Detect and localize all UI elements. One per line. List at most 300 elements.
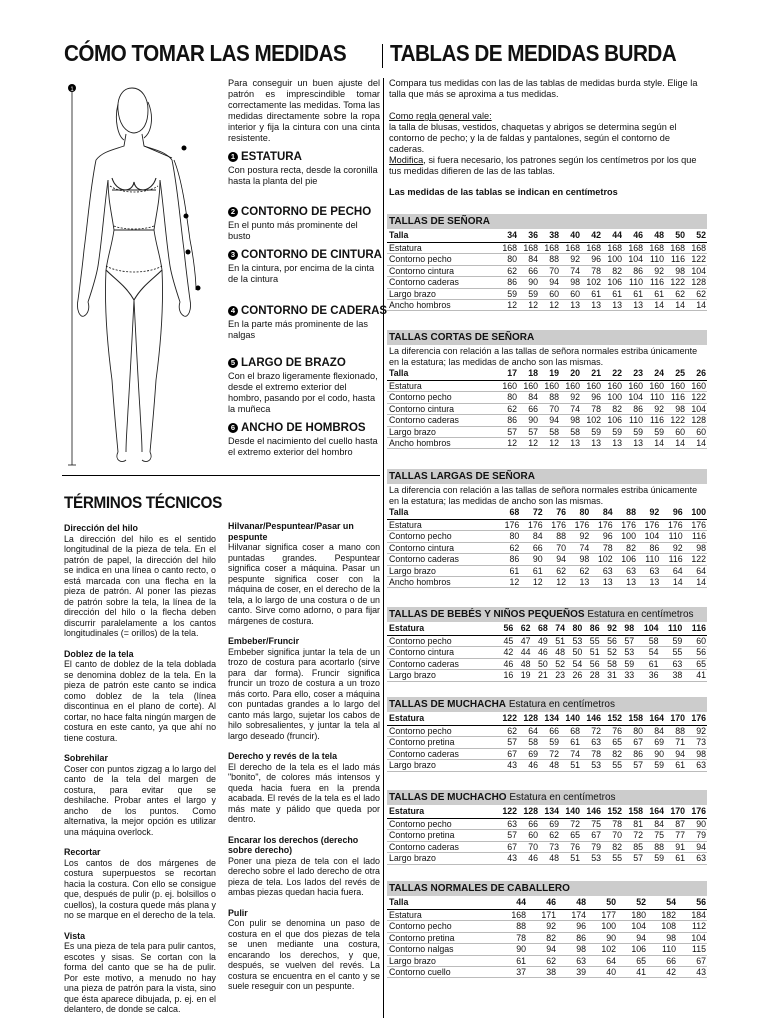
table-header-size: 72 [520,506,543,520]
table-row [387,726,707,737]
measure-intro: Para conseguir un buen ajuste del patrón es imprescindible tomar correctamente las medidas. Toma las medidas directamente sobre la ropa interior y fija la cintura con una cinta resistente. [228,78,381,143]
table-header-label: Estatura [387,622,497,636]
table-cell: 38 [660,670,684,681]
row-label: Contorno cintura [387,265,497,276]
table-cell: 128 [686,415,707,426]
table-cell: 74 [560,403,581,414]
size-table [387,229,707,311]
table-header-size: 134 [539,712,560,726]
table-cell: 58 [539,426,560,437]
table-cell: 52 [549,658,566,669]
general-rule-text: la talla de blusas, vestidos, chaquetas y abrigos se determina según el contorno de pecho; y la de faldas y pantalones, según el contorno de caderas. [389,122,677,154]
table-cell: 180 [617,910,647,921]
table-row [387,737,707,748]
term-heading: Dirección del hilo [64,523,138,533]
table-cell: 51 [560,760,581,771]
table-cell: 60 [518,830,539,841]
table-header-size: 21 [581,367,602,381]
measure-text: En el punto más prominente del busto [228,220,358,241]
table-cell: 66 [539,726,560,737]
table-cell: 21 [532,670,549,681]
table-header-size: 48 [557,896,587,910]
table-cell: 60 [560,288,581,299]
table-header-size: 25 [665,367,686,381]
table-cell: 41 [617,967,647,978]
table-cell: 116 [660,554,683,565]
table-cell: 122 [665,277,686,288]
table-cell: 54 [635,647,659,658]
table-cell: 59 [623,426,644,437]
table-header-size: 38 [539,229,560,243]
table-cell: 63 [686,853,707,864]
table-cell: 176 [497,520,520,531]
table-row [387,542,707,553]
table-cell: 62 [544,565,567,576]
table-cell: 94 [527,944,557,955]
table-cell: 45 [497,636,514,647]
table-title: TALLAS DE SEÑORA [389,216,490,227]
table-cell: 75 [644,830,665,841]
table-cell: 66 [518,819,539,830]
body-figure [62,80,222,470]
table-cell: 66 [520,542,543,553]
table-cell: 96 [581,254,602,265]
table-cell: 36 [635,670,659,681]
table-cell: 62 [497,403,518,414]
table-cell: 168 [623,243,644,254]
table-cell: 50 [566,647,583,658]
table-cell: 110 [623,415,644,426]
table-cell: 13 [614,577,637,588]
table-cell: 86 [637,542,660,553]
measure-text: En la cintura, por encima de la cinta de la cintura [228,263,375,284]
table-cell: 12 [518,438,539,449]
table-cell: 61 [665,853,686,864]
table-cell: 78 [602,819,623,830]
table-tallas-largas-senora [387,469,707,588]
table-cell: 69 [644,737,665,748]
table-cell: 14 [686,438,707,449]
table-cell: 168 [644,243,665,254]
term-heading: Embeber/Fruncir [228,636,300,646]
table-cell: 13 [560,438,581,449]
row-label: Contorno caderas [387,841,497,852]
measure-contorno-cintura [228,249,380,285]
table-cell: 65 [602,737,623,748]
table-cell: 39 [557,967,587,978]
table-cell: 70 [539,403,560,414]
measure-heading [228,206,380,219]
table-header-size: 84 [590,506,613,520]
table-row [387,392,707,403]
table-cell: 90 [518,415,539,426]
table-cell: 16 [497,670,514,681]
table-cell: 110 [660,531,683,542]
table-cell: 61 [520,565,543,576]
measure-number-badge: 5 [228,358,238,368]
table-cell: 90 [644,748,665,759]
table-cell: 59 [497,288,518,299]
table-row [387,565,707,576]
table-header-size: 52 [617,896,647,910]
table-cell: 96 [557,921,587,932]
units-note: Las medidas de las tablas se indican en centímetros [389,187,618,197]
table-header-size: 146 [581,712,602,726]
table-cell: 116 [665,254,686,265]
table-row [387,403,707,414]
table-header-size: 52 [686,229,707,243]
table-cell: 122 [684,554,707,565]
table-row [387,426,707,437]
table-cell: 84 [520,531,543,542]
table-row [387,748,707,759]
table-cell: 14 [660,577,683,588]
row-label: Largo brazo [387,955,497,966]
row-label: Contorno pecho [387,636,497,647]
table-cell: 160 [644,381,665,392]
table-cell: 55 [602,760,623,771]
table-cell: 84 [644,819,665,830]
title-como-tomar: CÓMO TOMAR LAS MEDIDAS [64,40,347,66]
table-header-size: 140 [560,712,581,726]
table-cell: 12 [518,300,539,311]
title-tablas-burda: TABLAS DE MEDIDAS BURDA [390,40,677,66]
table-row [387,288,707,299]
table-title-bar [387,790,707,805]
table-cell: 61 [560,737,581,748]
table-cell: 51 [560,853,581,864]
table-cell: 75 [581,819,602,830]
table-cell: 58 [560,426,581,437]
table-header-size: 23 [623,367,644,381]
table-cell: 104 [637,531,660,542]
table-cell: 100 [602,392,623,403]
table-cell: 90 [686,819,707,830]
table-cell: 42 [497,647,514,658]
table-cell: 72 [581,726,602,737]
row-label: Contorno pecho [387,819,497,830]
table-cell: 61 [635,658,659,669]
table-cell: 78 [581,748,602,759]
row-label: Contorno pretina [387,932,497,943]
table-row [387,658,707,669]
table-header-label: Estatura [387,805,497,819]
table-cell: 58 [518,737,539,748]
table-header-size: 34 [497,229,518,243]
table-cell: 96 [590,531,613,542]
table-cell: 51 [583,647,600,658]
table-cell: 168 [602,243,623,254]
table-cell: 168 [497,243,518,254]
table-cell: 67 [581,830,602,841]
table-cell: 12 [497,577,520,588]
table-cell: 71 [665,737,686,748]
table-cell: 88 [544,531,567,542]
table-cell: 64 [684,565,707,576]
table-cell: 62 [539,830,560,841]
table-cell: 62 [527,955,557,966]
table-header-size: 88 [614,506,637,520]
table-cell: 112 [677,921,707,932]
table-note: La diferencia con relación a las tallas de señora normales estriba únicamente en la estatura; las medidas de ancho son las mismas. [389,346,698,367]
table-header-row [387,896,707,910]
table-cell: 73 [539,841,560,852]
table-cell: 57 [497,737,518,748]
row-label: Contorno pecho [387,392,497,403]
row-label: Largo brazo [387,670,497,681]
table-cell: 176 [544,520,567,531]
row-label: Estatura [387,520,497,531]
table-cell: 100 [587,921,617,932]
table-cell: 14 [665,300,686,311]
table-cell: 59 [618,658,635,669]
table-cell: 80 [497,531,520,542]
table-header-size: 50 [665,229,686,243]
table-cell: 13 [602,438,623,449]
table-cell: 58 [635,636,659,647]
table-row [387,944,707,955]
table-cell: 98 [684,542,707,553]
table-cell: 48 [514,658,531,669]
measure-text: Desde el nacimiento del cuello hasta el extremo exterior del hombro [228,436,378,457]
table-header-row [387,712,707,726]
table-cell: 52 [601,647,618,658]
table-title-bar [387,469,707,484]
terms-column-1 [64,523,216,1015]
table-cell: 92 [660,542,683,553]
table-header-size: 164 [644,805,665,819]
term-description: El derecho de la tela es el lado más "bonito", de colores más intensos y queda hacia fuera en la prenda acabada. El revés de la tela es el lado más mate y pálido que queda por dentro. [228,761,380,824]
table-cell: 84 [518,392,539,403]
term-heading: Sobrehilar [64,753,108,763]
table-caballero [387,881,707,978]
table-cell: 59 [660,636,684,647]
measure-ancho-hombros [228,422,380,458]
table-title-bar [387,214,707,229]
table-subtitle: Estatura en centímetros [508,699,615,710]
table-row [387,955,707,966]
table-cell: 88 [497,921,527,932]
table-cell: 56 [601,636,618,647]
table-cell: 53 [566,636,583,647]
table-cell: 184 [677,910,707,921]
table-cell: 46 [497,658,514,669]
table-cell: 60 [683,636,707,647]
row-label: Contorno pecho [387,921,497,932]
table-cell: 102 [581,415,602,426]
table-header-label: Talla [387,896,497,910]
row-label: Contorno pretina [387,830,497,841]
table-cell: 84 [644,726,665,737]
table-header-row [387,622,707,636]
table-header-size: 164 [644,712,665,726]
table-cell: 46 [518,853,539,864]
row-label: Contorno cintura [387,403,497,414]
table-cell: 59 [581,426,602,437]
table-cell: 14 [684,577,707,588]
table-cell: 78 [581,403,602,414]
table-header-size: 158 [623,805,644,819]
size-table [387,712,707,772]
table-cell: 168 [539,243,560,254]
table-cell: 177 [587,910,617,921]
table-header-size: 54 [647,896,677,910]
table-cell: 168 [560,243,581,254]
table-header-size: 100 [684,506,707,520]
table-cell: 108 [647,921,677,932]
table-header-size: 42 [581,229,602,243]
table-cell: 176 [660,520,683,531]
table-row [387,647,707,658]
table-header-size: 46 [623,229,644,243]
table-cell: 82 [614,542,637,553]
table-cell: 98 [686,748,707,759]
table-cell: 82 [602,403,623,414]
measure-text: Con el brazo ligeramente flexionado, desde el extremo exterior del hombro, pasando por el codo, hasta la muñeca [228,371,378,414]
terms-title: TÉRMINOS TÉCNICOS [64,493,222,512]
table-cell: 62 [686,288,707,299]
row-label: Contorno cuello [387,967,497,978]
measure-heading [228,151,380,164]
table-header-size: 40 [560,229,581,243]
table-cell: 59 [518,288,539,299]
table-header-size: 19 [539,367,560,381]
table-cell: 64 [587,955,617,966]
measure-largo-brazo [228,357,380,415]
table-cell: 46 [532,647,549,658]
table-header-size: 86 [583,622,600,636]
row-label: Contorno pecho [387,726,497,737]
table-header-size: 44 [497,896,527,910]
table-cell: 64 [518,726,539,737]
table-header-size: 48 [644,229,665,243]
measure-title: CONTORNO DE PECHO [241,206,372,218]
table-header-size: 170 [665,712,686,726]
table-row [387,381,707,392]
table-header-size: 56 [497,622,514,636]
table-cell: 63 [614,565,637,576]
table-row [387,636,707,647]
measure-title: ANCHO DE HOMBROS [241,422,366,434]
table-cell: 40 [587,967,617,978]
term-description: El canto de doblez de la tela doblada se denomina doblez de la tela. En la pieza de patrón este canto se indica como doblez de la tela (línea discontinua en el plano de corte). Al cortar, no hace falta ningún margen de costura en este canto, ya que ahí no tiene costura. [64,659,216,743]
table-tallas-cortas-senora [387,330,707,449]
table-header-label: Talla [387,506,497,520]
table-cell: 66 [518,403,539,414]
table-cell: 90 [587,932,617,943]
table-subtitle: Estatura en centímetros [509,792,616,803]
table-header-size: 80 [566,622,583,636]
row-label: Largo brazo [387,565,497,576]
table-cell: 67 [497,841,518,852]
table-row [387,577,707,588]
measure-heading [228,357,380,370]
table-cell: 168 [581,243,602,254]
measure-text: En la parte más prominente de las nalgas [228,319,368,340]
table-cell: 48 [549,647,566,658]
row-label: Contorno caderas [387,748,497,759]
term-heading: Derecho y revés de la tela [228,751,338,761]
term-description: La dirección del hilo es el sentido longitudinal de la pieza de tela. En el patrón de papel, la dirección del hilo se indica en una línea o canto recto, o está marcada con una flecha en la pieza de patrón. Al poner las piezas de patrón sobre la tela, la línea de la dirección del hilo o la flecha deben discurrir paralelamente a los cantos longitudinales (= orillos) de la tela. [64,533,216,638]
modify-text: , si fuera necesario, los patrones según los centímetros por los que tus medidas difieren de las de las tablas. [389,155,697,176]
table-header-size: 92 [637,506,660,520]
table-cell: 88 [539,392,560,403]
table-header-size: 50 [587,896,617,910]
table-cell: 14 [644,438,665,449]
table-cell: 13 [623,300,644,311]
table-cell: 94 [665,748,686,759]
table-cell: 171 [527,910,557,921]
table-cell: 28 [583,670,600,681]
table-header-size: 80 [567,506,590,520]
table-row [387,910,707,921]
table-row [387,967,707,978]
table-cell: 98 [647,932,677,943]
table-cell: 14 [665,438,686,449]
table-cell: 43 [497,853,518,864]
table-row [387,265,707,276]
table-cell: 60 [665,426,686,437]
table-title: TALLAS DE MUCHACHO [389,792,507,803]
table-cell: 57 [623,853,644,864]
table-cell: 53 [581,760,602,771]
table-cell: 63 [581,737,602,748]
table-cell: 61 [497,955,527,966]
row-label: Contorno cintura [387,542,497,553]
table-cell: 115 [677,944,707,955]
term-heading: Vista [64,930,86,941]
general-rule-label: Como regla general vale: [389,111,492,121]
table-cell: 13 [567,577,590,588]
table-cell: 23 [549,670,566,681]
table-cell: 72 [539,748,560,759]
measure-number-badge: 1 [228,152,238,162]
term-heading: Hilvanar/Pespuntear/Pasar un pespunte [228,521,354,542]
table-cell: 56 [583,658,600,669]
table-row [387,841,707,852]
table-row [387,254,707,265]
measure-estatura [228,151,380,187]
table-cell: 62 [567,565,590,576]
table-cell: 14 [644,300,665,311]
table-cell: 44 [514,647,531,658]
title-divider [382,44,383,68]
table-cell: 65 [560,830,581,841]
table-cell: 66 [647,955,677,966]
row-label: Largo brazo [387,853,497,864]
table-header-size: 98 [618,622,635,636]
general-rule [389,111,707,155]
table-cell: 80 [623,726,644,737]
table-row [387,670,707,681]
size-table [387,622,707,682]
table-header-size: 122 [497,712,518,726]
table-header-size: 24 [644,367,665,381]
row-label: Estatura [387,243,497,254]
table-cell: 116 [644,277,665,288]
term-description: Es una pieza de tela para pulir cantos, escotes y sisas. Se cortan con la forma del canto que se ha de pulir. Por este motivo, a menudo no hay una pieza de patrón para la vista, sino que ésta aparece dibujada, p. ej. en el delantero, de donde se calca. [64,941,216,1014]
table-cell: 13 [602,300,623,311]
table-cell: 90 [520,554,543,565]
table-cell: 102 [587,944,617,955]
table-cell: 82 [602,748,623,759]
table-cell: 58 [601,658,618,669]
measure-title: ESTATURA [241,151,302,163]
table-cell: 84 [518,254,539,265]
table-cell: 62 [497,265,518,276]
term-heading: Pulir [228,907,248,918]
table-cell: 47 [514,636,531,647]
